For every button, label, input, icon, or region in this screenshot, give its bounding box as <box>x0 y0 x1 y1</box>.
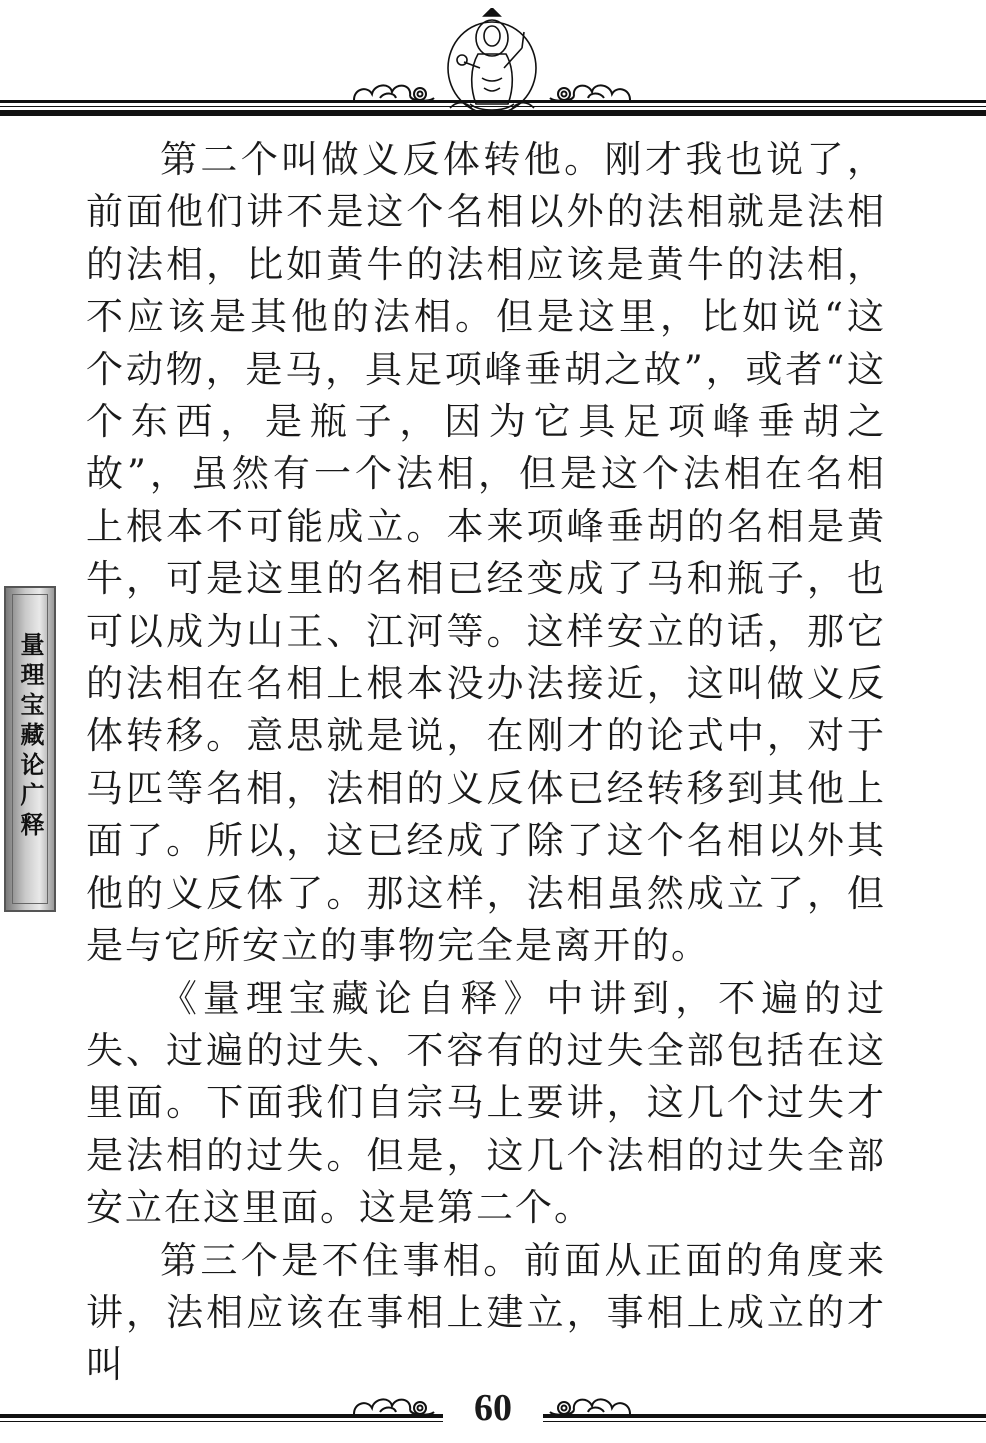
page-number: 60 <box>443 1386 543 1430</box>
paragraph-2: 《量理宝藏论自释》中讲到，不遍的过失、过遍的过失、不容有的过失全部包括在这里面。下面我们自宗马上要讲，这几个过失才是法相的过失。但是，这几个法相的过失全部安立在这里面。这是第二个。 <box>86 976 886 1230</box>
deity-figure-icon <box>440 8 544 116</box>
paragraph-1: 第二个叫做义反体转他。刚才我也说了，前面他们讲不是这个名相以外的法相就是法相的法相，比如黄牛的法相应该是黄牛的法相，不应该是其他的法相。但是这里，比如说“这个动物，是马，具足项峰垂胡之故”，或者“这个东西，是瓶子，因为它具足项峰垂胡之故”，虽然有一个法相，但是这个法相在名相上根本不可能成立。本来项峰垂胡的名相是黄牛，可是这里的名相已经变成了马和瓶子，也可以成为山王、江河等。这样安立的话，那它的法相在名相上根本没办法接近，这叫做义反体转移。意思就是说，在刚才的论式中，对于马匹等名相，法相的义反体已经转移到其他上面了。所以，这已经成了除了这个名相以外其他的义反体了。那这样，法相虽然成立了，但是与它所安立的事物完全是离开的。 <box>86 138 886 968</box>
page-header <box>0 0 986 120</box>
side-tab <box>4 586 56 912</box>
book-title-vertical: 量理宝藏论广释 <box>16 632 44 842</box>
page-footer <box>0 1380 986 1440</box>
page-body <box>86 134 886 1392</box>
cloud-ornament-icon <box>350 1390 436 1418</box>
cloud-ornament-icon <box>548 76 634 104</box>
cloud-ornament-icon <box>548 1390 634 1418</box>
cloud-ornament-icon <box>350 76 436 104</box>
paragraph-3: 第三个是不住事相。前面从正面的角度来讲，法相应该在事相上建立，事相上成立的才叫 <box>86 1238 886 1387</box>
